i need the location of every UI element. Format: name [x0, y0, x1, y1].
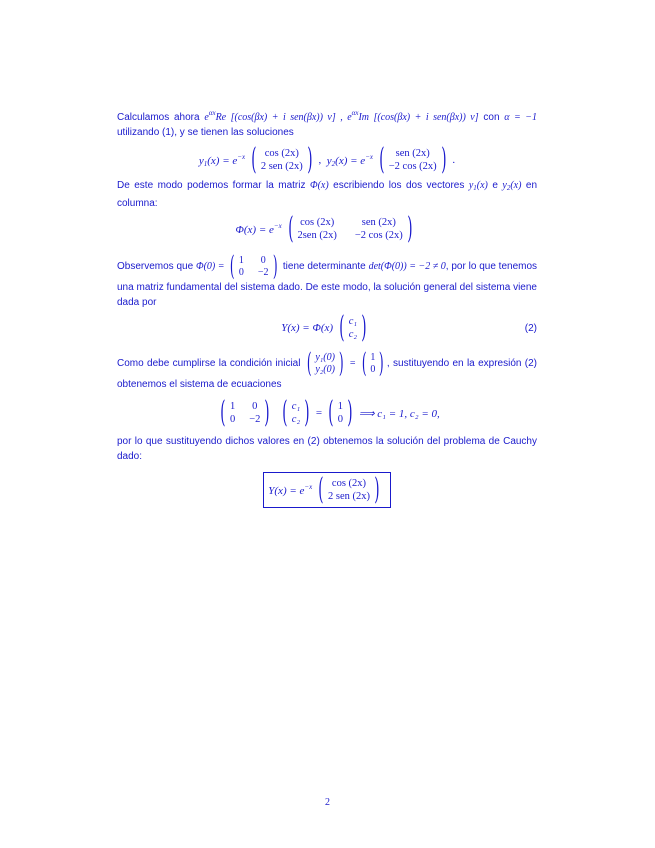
system-c-vector: ( c₁ c₂ ): [282, 395, 310, 430]
general-lhs: Y(x) = Φ(x): [281, 322, 334, 334]
equation-final-solution: [117, 472, 537, 508]
paragraph-initial-condition: Como debe cumplirse la condición inicial ( y₁(0) y₂(0) ) = ( 1 0 ) , sustituyendo en la expresión (2) obtenemos el sistema de ecuaciones: [117, 348, 537, 390]
det-text-c: , por lo que tenemos una matriz fundamental del sistema dado. De este modo, la solución general del sistema viene dada por: [117, 261, 538, 308]
final-vector: ( cos (2x) 2 sen (2x) ): [318, 472, 380, 507]
equation-number: (2): [524, 322, 537, 334]
matrix-text-c: e: [492, 180, 498, 191]
intro-formula: $e^{\alpha x}Re$ [(cos(βx) + i sen(βx)) v] , $e^{\alpha x}Im$ [(cos(βx) + i sen(βx)) v]: [204, 109, 479, 123]
intro-text-con: con: [483, 112, 500, 123]
paragraph-determinant: [117, 253, 537, 310]
c-vector: ( c₁ c₂ ): [339, 310, 367, 345]
det-value: det(Φ(0)) = −2 ≠ 0: [368, 261, 446, 273]
y2-vector: ( sen (2x) −2 cos (2x) ): [379, 142, 447, 177]
intro-text: Calculamos ahora: [117, 112, 200, 123]
y1-symbol: $y_1(x)$: [468, 180, 488, 192]
y1-vector: ( cos (2x) 2 sen (2x) ): [251, 142, 313, 177]
page-number: 2: [325, 797, 330, 808]
y2-symbol: $y_2(x)$: [502, 180, 522, 192]
ic-text-b: , sustituyendo en la expresión (2) obtenemos el sistema de ecuaciones: [117, 358, 537, 390]
y1-lhs: $y_1(x) = e^{-x}$: [198, 152, 246, 168]
ic-text-a: Como debe cumplirse la condición inicial: [117, 358, 301, 370]
matrix-text-d: en columna:: [117, 180, 538, 209]
phi-matrix: ( cos (2x) sen (2x) 2sen (2x) −2 cos (2x) ): [287, 211, 413, 246]
matrix-text-a: De este modo podemos formar la matriz: [117, 180, 306, 191]
phi-lhs: $\Phi(x) = e^{-x}$: [235, 222, 282, 236]
paragraph-conclusion: [117, 434, 537, 464]
final-lhs: $Y(x) = e^{-x}$: [268, 483, 313, 497]
det-text-b: tiene determinante: [282, 261, 366, 273]
paragraph-intro: [117, 106, 537, 140]
equation-solutions: $y_1(x) = e^{-x}$ ( cos (2x) 2 sen (2x) ) , $y_2(x) = e^{-x}$ ( sen (2x) −2 cos (2x) ) .: [198, 142, 456, 177]
system-value-vector: ( 1 0 ): [328, 395, 353, 430]
system-result: ⟹ c₁ = 1, c₂ = 0,: [358, 407, 440, 420]
det-text-a: Observemos que: [117, 261, 194, 273]
paragraph-matrix: [117, 178, 537, 211]
final-solution-box: [263, 472, 390, 508]
y0-vector: ( y₁(0) y₂(0) ): [306, 348, 344, 379]
phi0-matrix: ( 1 0 0 −2 ): [230, 251, 278, 282]
equation-general-solution: [117, 310, 537, 345]
alpha-value: α = −1: [504, 112, 538, 123]
phi-symbol: Φ(x): [309, 180, 329, 191]
equation-phi: [117, 212, 537, 246]
system-matrix: ( 1 0 0 −2 ): [220, 395, 270, 430]
equation-system: ( 1 0 0 −2 ) ( c₁ c₂ ) = ( 1 0 ) ⟹ c₁ = 1, c₂ = 0,: [117, 397, 537, 429]
phi0: Φ(0) =: [195, 261, 225, 273]
ic-value-vector: ( 1 0 ): [361, 348, 384, 379]
intro-text-end: utilizando (1), y se tienen las soluciones: [117, 127, 294, 138]
matrix-text-b: escribiendo los dos vectores: [333, 180, 465, 191]
conclusion-text: por lo que sustituyendo dichos valores en (2) obtenemos la solución del problema de Cauchy dado:: [117, 436, 537, 462]
y2-lhs: $y_2(x) = e^{-x}$: [326, 152, 374, 168]
